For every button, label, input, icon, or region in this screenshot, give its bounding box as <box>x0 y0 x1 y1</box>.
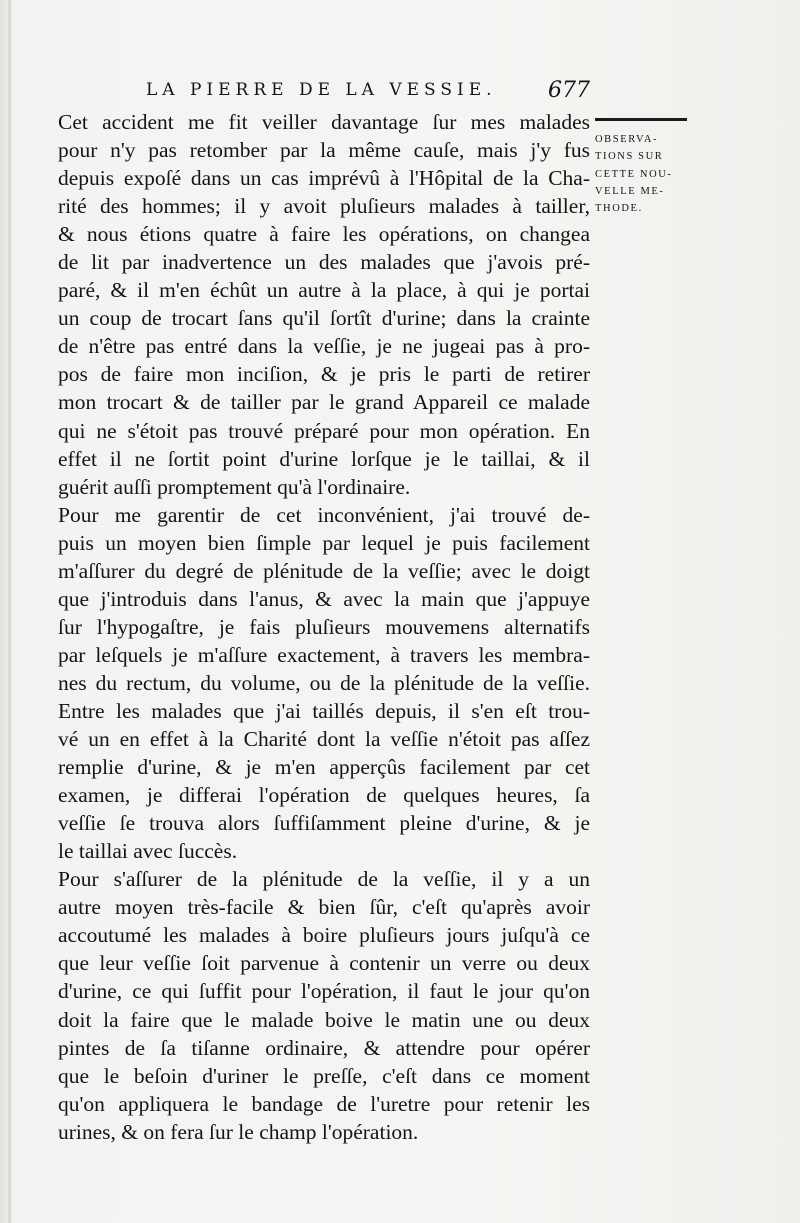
text-line: depuis expoſé dans un cas imprévû à l'Hôpital de la Cha- <box>58 166 590 191</box>
text-line: un coup de trocart ſans qu'il ſortît d'urine; dans la crainte <box>58 306 590 331</box>
text-line: autre moyen très-facile & bien ſûr, c'eſt qu'après avoir <box>58 895 590 920</box>
text-line: Cet accident me fit veiller davantage ſur mes malades <box>58 110 590 134</box>
text-line: examen, je differai l'opération de quelques heures, ſa <box>58 783 590 808</box>
main-text-block <box>58 108 590 1146</box>
marginal-note <box>595 118 691 217</box>
text-line: le taillai avec ſuccès. <box>58 839 238 864</box>
text-line: doit la faire que le malade boive le matin une ou deux <box>58 1007 590 1032</box>
text-line: de n'être pas entré dans la veſſie, je ne jugeai pas à pro- <box>58 334 590 359</box>
marginal-note-line: TIONS SUR <box>595 151 664 163</box>
page-number: 677 <box>548 78 590 103</box>
text-line: effet il ne ſortit point d'urine lorſque je le taillai, & il <box>58 446 590 471</box>
marginal-note-line: VELLE ME- <box>595 185 665 197</box>
text-line: & nous étions quatre à faire les opérations, on changea <box>58 222 590 247</box>
text-line: veſſie ſe trouva alors ſuffiſamment pleine d'urine, & je <box>58 811 590 836</box>
text-line: pour n'y pas retomber par la même cauſe, mais j'y fus <box>58 138 590 163</box>
marginal-rule <box>595 118 687 121</box>
marginal-note-line: OBSERVA- <box>595 134 659 145</box>
text-line: mon trocart & de tailler par le grand Appareil ce malade <box>58 390 590 415</box>
text-line: urines, & on fera ſur le champ l'opération. <box>58 1119 419 1144</box>
text-line: nes du rectum, du volume, ou de la plénitude de la veſſie. <box>58 670 590 695</box>
text-line: d'urine, ce qui ſuffit pour l'opération, il faut le jour qu'on <box>58 979 590 1004</box>
text-line: remplie d'urine, & je m'en apperçûs facilement par cet <box>58 755 590 780</box>
marginal-note-line: CETTE NOU- <box>595 168 673 180</box>
text-line: paré, & il m'en échût un autre à la place, à qui je portai <box>58 278 590 303</box>
text-line: accoutumé les malades à boire pluſieurs jours juſqu'à ce <box>58 923 590 948</box>
text-line: Entre les malades que j'ai taillés depuis, il s'en eſt trou- <box>58 698 590 723</box>
text-line: que leur veſſie ſoit parvenue à contenir un verre ou deux <box>58 951 590 976</box>
text-line: rité des hommes; il y avoit pluſieurs malades à tailler, <box>58 194 590 219</box>
text-line: ſur l'hypogaſtre, je fais pluſieurs mouvemens alternatifs <box>58 614 590 639</box>
text-line: pos de faire mon inciſion, & je pris le parti de retirer <box>58 362 590 387</box>
text-line: pintes de ſa tiſanne ordinaire, & attendre pour opérer <box>58 1035 590 1060</box>
text-line: puis un moyen bien ſimple par lequel je puis facilement <box>58 530 590 555</box>
text-line: de lit par inadvertence un des malades que j'avois pré- <box>58 250 590 275</box>
marginal-note-line: THODE. <box>595 203 643 215</box>
text-line: par leſquels je m'aſſure exactement, à travers les membra- <box>58 642 590 667</box>
text-line: qu'on appliquera le bandage de l'uretre pour retenir les <box>58 1091 590 1116</box>
text-line: Pour me garentir de cet inconvénient, j'ai trouvé de- <box>58 502 590 527</box>
text-line: vé un en effet à la Charité dont la veſſie n'étoit pas aſſez <box>58 727 590 752</box>
text-line: guérit auſſi promptement qu'à l'ordinaire. <box>58 474 411 499</box>
page-gutter-shadow <box>8 0 11 1223</box>
text-line: qui ne s'étoit pas trouvé préparé pour mon opération. En <box>58 418 590 443</box>
text-line: que le beſoin d'uriner le preſſe, c'eſt dans ce moment <box>58 1063 590 1088</box>
running-head: LA PIERRE DE LA VESSIE. <box>146 80 497 100</box>
text-line: que j'introduis dans l'anus, & avec la main que j'appuye <box>58 586 590 611</box>
text-line: Pour s'aſſurer de la plénitude de la veſſie, il y a un <box>58 867 590 892</box>
text-line: m'aſſurer du degré de plénitude de la veſſie; avec le doigt <box>58 558 590 583</box>
